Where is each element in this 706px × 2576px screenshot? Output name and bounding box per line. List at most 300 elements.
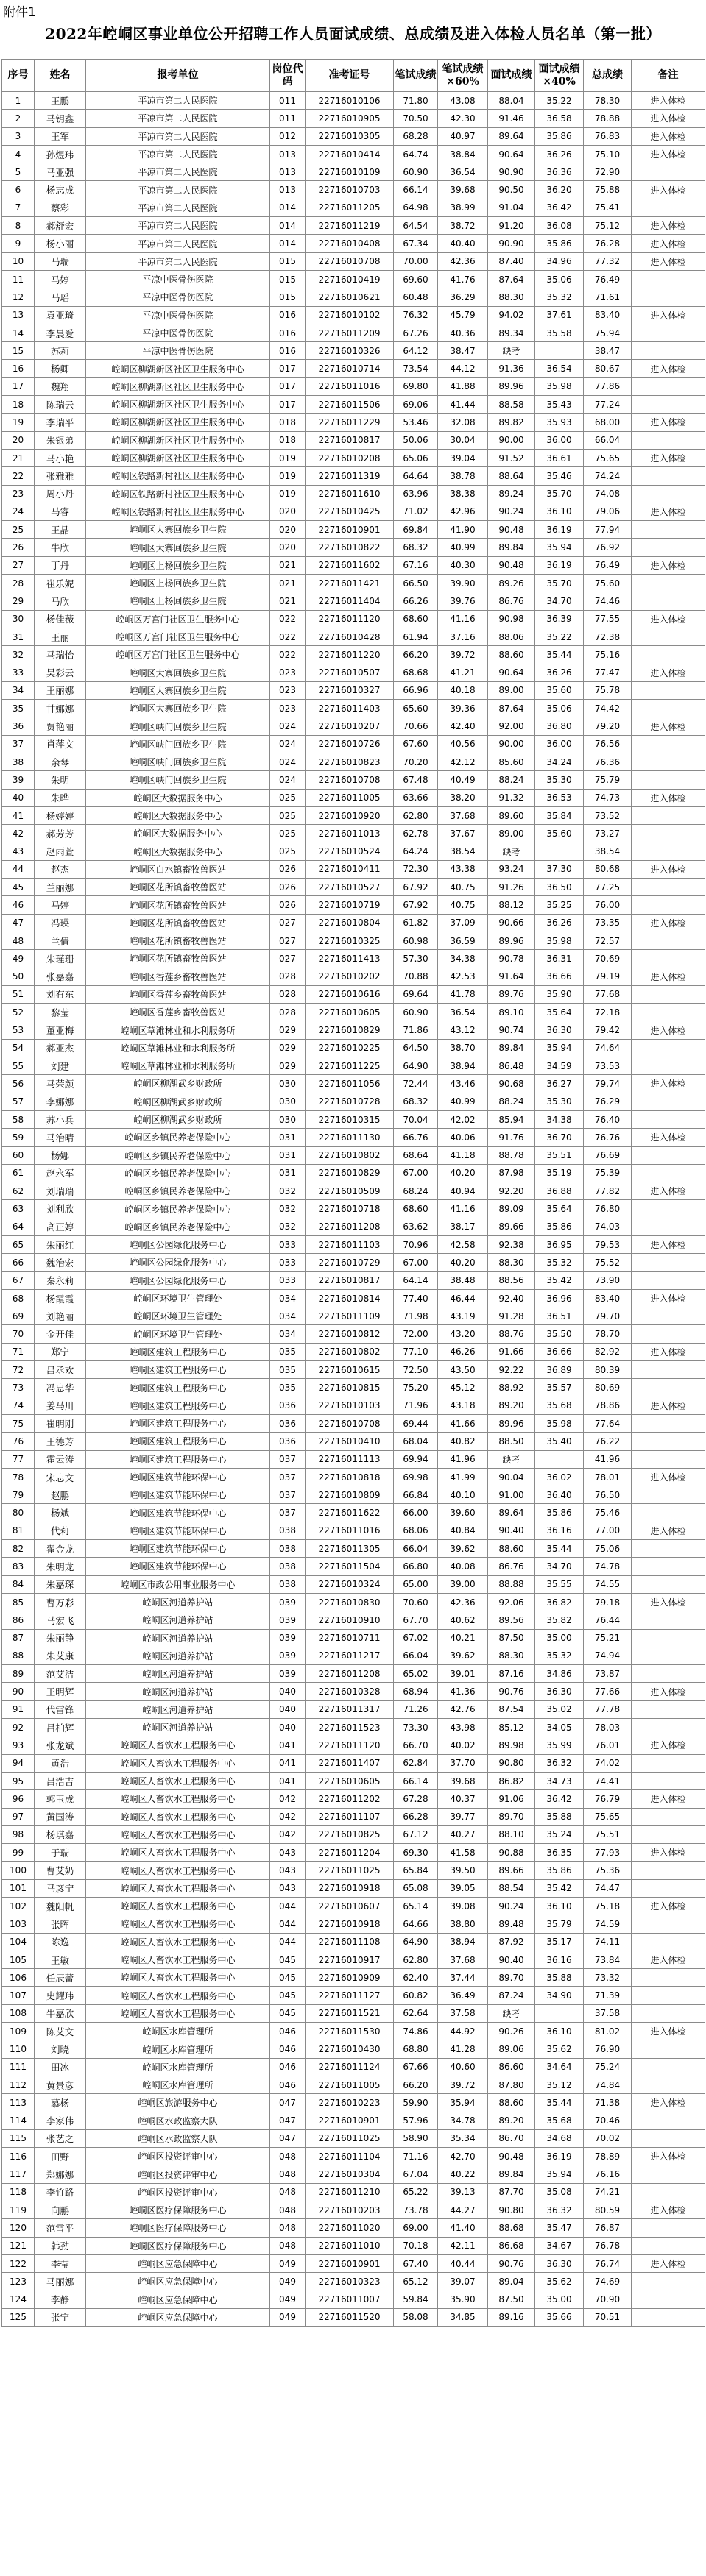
- cell-unit: 崆峒区建筑节能环保中心: [86, 1504, 270, 1522]
- cell-total: 75.51: [584, 1825, 632, 1843]
- cell-remark: [632, 1004, 705, 1021]
- cell-interview: 88.30: [488, 1254, 535, 1271]
- cell-post-code: 041: [270, 1736, 306, 1754]
- cell-interview-weighted: 36.16: [535, 1522, 584, 1539]
- cell-written: 66.28: [394, 1808, 438, 1825]
- cell-ticket: 22716011520: [306, 2308, 394, 2326]
- cell-written: 65.60: [394, 700, 438, 717]
- cell-total: 76.36: [584, 753, 632, 770]
- cell-interview-weighted: 35.22: [535, 628, 584, 645]
- cell-interview-weighted: 35.70: [535, 485, 584, 503]
- cell-index: 35: [2, 700, 35, 717]
- table-row: [2, 110, 705, 127]
- cell-post-code: 015: [270, 270, 306, 288]
- cell-post-code: 014: [270, 235, 306, 252]
- cell-interview: 缺考: [488, 1450, 535, 1468]
- cell-written: 67.00: [394, 1164, 438, 1182]
- cell-index: 52: [2, 1004, 35, 1021]
- cell-total: 76.92: [584, 539, 632, 556]
- cell-written: 71.96: [394, 1397, 438, 1414]
- cell-total: 73.27: [584, 825, 632, 842]
- cell-unit: 崆峒区柳湖武乡财政所: [86, 1093, 270, 1110]
- cell-interview: 91.66: [488, 1343, 535, 1360]
- cell-interview: 90.66: [488, 914, 535, 932]
- cell-total: 73.52: [584, 806, 632, 824]
- cell-post-code: 049: [270, 2273, 306, 2291]
- cell-unit: 崆峒区应急保障中心: [86, 2273, 270, 2291]
- cell-interview-weighted: 36.32: [535, 1754, 584, 1772]
- cell-total: 74.21: [584, 2183, 632, 2201]
- cell-unit: 平凉市第二人民医院: [86, 181, 270, 199]
- cell-total: 77.25: [584, 879, 632, 896]
- cell-written: 63.66: [394, 789, 438, 806]
- cell-written-weighted: 40.21: [438, 1629, 488, 1647]
- cell-written-weighted: 37.58: [438, 2004, 488, 2022]
- cell-post-code: 039: [270, 1647, 306, 1664]
- cell-written: 69.64: [394, 985, 438, 1003]
- cell-unit: 平凉中医骨伤医院: [86, 288, 270, 306]
- table-row: [2, 1397, 705, 1414]
- cell-interview: 89.84: [488, 1039, 535, 1057]
- cell-ticket: 22716010326: [306, 342, 394, 360]
- cell-ticket: 22716011530: [306, 2023, 394, 2040]
- cell-interview-weighted: 35.88: [535, 1808, 584, 1825]
- cell-remark: [632, 377, 705, 395]
- cell-ticket: 22716010315: [306, 1110, 394, 1128]
- cell-interview: 92.22: [488, 1361, 535, 1379]
- cell-interview: 89.04: [488, 2273, 535, 2291]
- cell-name: 刘晓: [35, 2040, 86, 2058]
- cell-name: 张晖: [35, 1915, 86, 1933]
- cell-written: 67.34: [394, 235, 438, 252]
- cell-written: 72.44: [394, 1075, 438, 1093]
- cell-name: 范艾洁: [35, 1665, 86, 1683]
- cell-interview-weighted: 35.32: [535, 1647, 584, 1664]
- cell-written-weighted: 38.94: [438, 1933, 488, 1951]
- cell-written: 69.30: [394, 1844, 438, 1862]
- cell-post-code: 021: [270, 592, 306, 610]
- cell-written: 68.32: [394, 539, 438, 556]
- cell-total: 72.18: [584, 1004, 632, 1021]
- cell-index: 63: [2, 1200, 35, 1218]
- cell-unit: 崆峒区建筑工程服务中心: [86, 1361, 270, 1379]
- cell-name: 马宏飞: [35, 1611, 86, 1629]
- cell-index: 104: [2, 1933, 35, 1951]
- cell-ticket: 22716010718: [306, 1200, 394, 1218]
- cell-post-code: 039: [270, 1611, 306, 1629]
- cell-total: 80.69: [584, 1379, 632, 1397]
- cell-unit: 崆峒区万宫门社区卫生服务中心: [86, 646, 270, 664]
- table-row: [2, 127, 705, 145]
- cell-name: 陈艾文: [35, 2023, 86, 2040]
- cell-ticket: 22716011209: [306, 324, 394, 341]
- cell-interview: 88.92: [488, 1379, 535, 1397]
- cell-remark: [632, 985, 705, 1003]
- cell-ticket: 22716010708: [306, 252, 394, 270]
- cell-post-code: 020: [270, 521, 306, 539]
- cell-interview: 90.80: [488, 1754, 535, 1772]
- cell-written: 68.28: [394, 127, 438, 145]
- cell-remark: [632, 771, 705, 789]
- cell-total: 76.69: [584, 1146, 632, 1164]
- cell-written-weighted: 37.16: [438, 628, 488, 645]
- cell-unit: 崆峒区河道养护站: [86, 1629, 270, 1647]
- cell-interview-weighted: 35.68: [535, 1397, 584, 1414]
- cell-unit: 崆峒区河道养护站: [86, 1719, 270, 1736]
- cell-interview-weighted: 35.44: [535, 1540, 584, 1558]
- cell-interview-weighted: 35.22: [535, 92, 584, 110]
- cell-ticket: 22716010815: [306, 1379, 394, 1397]
- table-row: [2, 2129, 705, 2147]
- cell-ticket: 22716010324: [306, 1575, 394, 1593]
- cell-total: 75.41: [584, 199, 632, 216]
- cell-ticket: 22716011013: [306, 825, 394, 842]
- cell-name: 黄景彦: [35, 2076, 86, 2093]
- table-row: [2, 896, 705, 914]
- table-row: [2, 2291, 705, 2308]
- cell-interview-weighted: 35.30: [535, 1093, 584, 1110]
- cell-interview-weighted: 35.55: [535, 1575, 584, 1593]
- cell-post-code: 032: [270, 1218, 306, 1235]
- cell-index: 73: [2, 1379, 35, 1397]
- cell-post-code: 022: [270, 610, 306, 628]
- cell-total: 75.46: [584, 1504, 632, 1522]
- cell-written-weighted: 35.34: [438, 2129, 488, 2147]
- cell-written-weighted: 38.94: [438, 1057, 488, 1075]
- cell-index: 59: [2, 1129, 35, 1146]
- cell-unit: 崆峒区铁路新村社区卫生服务中心: [86, 485, 270, 503]
- cell-written-weighted: 44.27: [438, 2201, 488, 2219]
- cell-written: 66.50: [394, 575, 438, 592]
- table-header-row: [2, 60, 705, 92]
- cell-ticket: 22716010408: [306, 235, 394, 252]
- cell-written: 66.04: [394, 1540, 438, 1558]
- cell-post-code: 048: [270, 2201, 306, 2219]
- cell-unit: 崆峒区乡镇民养老保险中心: [86, 1164, 270, 1182]
- cell-ticket: 22716010823: [306, 753, 394, 770]
- cell-total: 70.02: [584, 2129, 632, 2147]
- cell-name: 郝芳芳: [35, 825, 86, 842]
- cell-unit: 崆峒区峡门回族乡卫生院: [86, 735, 270, 753]
- cell-written-weighted: 43.08: [438, 92, 488, 110]
- cell-post-code: 045: [270, 2004, 306, 2022]
- cell-written-weighted: 43.50: [438, 1361, 488, 1379]
- cell-interview-weighted: 36.88: [535, 1182, 584, 1200]
- cell-interview: 89.84: [488, 2165, 535, 2183]
- cell-written-weighted: 41.16: [438, 1200, 488, 1218]
- cell-name: 刘瑞瑞: [35, 1182, 86, 1200]
- cell-interview-weighted: 35.08: [535, 2183, 584, 2201]
- cell-total: 77.66: [584, 1683, 632, 1700]
- cell-total: 75.10: [584, 145, 632, 163]
- cell-interview-weighted: 35.98: [535, 932, 584, 949]
- table-row: [2, 717, 705, 735]
- cell-ticket: 22716010106: [306, 92, 394, 110]
- cell-post-code: 015: [270, 288, 306, 306]
- cell-post-code: 040: [270, 1700, 306, 1718]
- cell-interview-weighted: 34.90: [535, 1987, 584, 2004]
- cell-index: 100: [2, 1862, 35, 1879]
- cell-interview-weighted: 36.00: [535, 431, 584, 449]
- cell-name: 吕丞欢: [35, 1361, 86, 1379]
- cell-written: 62.78: [394, 825, 438, 842]
- cell-total: 76.74: [584, 2254, 632, 2272]
- table-row: [2, 377, 705, 395]
- cell-total: 74.08: [584, 485, 632, 503]
- cell-written-weighted: 38.72: [438, 217, 488, 235]
- cell-written: 68.60: [394, 1200, 438, 1218]
- cell-ticket: 22716010325: [306, 932, 394, 949]
- table-row: [2, 1933, 705, 1951]
- cell-unit: 崆峒区应急保障中心: [86, 2291, 270, 2308]
- cell-interview-weighted: 35.94: [535, 539, 584, 556]
- cell-written: 64.24: [394, 842, 438, 860]
- table-row: [2, 1969, 705, 1987]
- cell-total: 75.39: [584, 1164, 632, 1182]
- cell-written-weighted: 42.96: [438, 503, 488, 520]
- cell-written: 67.70: [394, 1611, 438, 1629]
- cell-post-code: 026: [270, 879, 306, 896]
- table-row: [2, 360, 705, 377]
- cell-unit: 崆峒区铁路新村社区卫生服务中心: [86, 503, 270, 520]
- cell-index: 82: [2, 1540, 35, 1558]
- cell-total: 79.18: [584, 1593, 632, 1611]
- cell-ticket: 22716010829: [306, 1021, 394, 1039]
- cell-name: 兰倩: [35, 932, 86, 949]
- cell-interview: 89.26: [488, 575, 535, 592]
- cell-ticket: 22716010223: [306, 2094, 394, 2112]
- cell-remark: [632, 932, 705, 949]
- table-row: [2, 1039, 705, 1057]
- table-row: [2, 288, 705, 306]
- cell-interview-weighted: 36.00: [535, 735, 584, 753]
- cell-interview-weighted: 34.96: [535, 252, 584, 270]
- cell-written-weighted: 39.07: [438, 2273, 488, 2291]
- cell-written: 58.90: [394, 2129, 438, 2147]
- cell-written: 66.00: [394, 1504, 438, 1522]
- cell-name: 马彦宁: [35, 1879, 86, 1897]
- cell-written: 66.14: [394, 181, 438, 199]
- cell-remark: 进入体检: [632, 1129, 705, 1146]
- cell-written-weighted: 39.90: [438, 575, 488, 592]
- cell-post-code: 016: [270, 306, 306, 324]
- cell-total: 71.39: [584, 1987, 632, 2004]
- cell-interview: 86.76: [488, 592, 535, 610]
- cell-remark: 进入体检: [632, 2201, 705, 2219]
- cell-written: 62.84: [394, 1754, 438, 1772]
- cell-post-code: 023: [270, 664, 306, 681]
- attachment-label: 附件1: [3, 5, 36, 20]
- cell-ticket: 22716011124: [306, 2058, 394, 2076]
- cell-written: 62.80: [394, 806, 438, 824]
- cell-interview: 89.96: [488, 1414, 535, 1432]
- col-header-index: 序号: [2, 60, 35, 92]
- table-row: [2, 1468, 705, 1486]
- cell-index: 117: [2, 2165, 35, 2183]
- cell-post-code: 018: [270, 431, 306, 449]
- cell-post-code: 020: [270, 539, 306, 556]
- cell-remark: [632, 1629, 705, 1647]
- cell-ticket: 22716010305: [306, 127, 394, 145]
- cell-interview: 90.26: [488, 2023, 535, 2040]
- cell-remark: [632, 1808, 705, 1825]
- cell-name: 张宁: [35, 2308, 86, 2326]
- table-row: [2, 2308, 705, 2326]
- cell-interview: 89.16: [488, 2308, 535, 2326]
- cell-total: 77.94: [584, 521, 632, 539]
- cell-unit: 崆峒区水库管理所: [86, 2040, 270, 2058]
- cell-ticket: 22716010607: [306, 1897, 394, 1915]
- cell-written-weighted: 42.58: [438, 1236, 488, 1254]
- cell-index: 40: [2, 789, 35, 806]
- cell-total: 76.83: [584, 127, 632, 145]
- cell-total: 77.82: [584, 1182, 632, 1200]
- table-row: [2, 2165, 705, 2183]
- cell-ticket: 22716011610: [306, 485, 394, 503]
- cell-index: 38: [2, 753, 35, 770]
- cell-written: 62.40: [394, 1969, 438, 1987]
- cell-total: 75.18: [584, 1897, 632, 1915]
- cell-remark: 进入体检: [632, 1951, 705, 1968]
- cell-interview: 88.60: [488, 646, 535, 664]
- cell-written-weighted: 38.99: [438, 199, 488, 216]
- cell-interview-weighted: 36.35: [535, 1844, 584, 1862]
- cell-interview-weighted: 35.24: [535, 1825, 584, 1843]
- cell-written-weighted: 42.30: [438, 110, 488, 127]
- table-row: [2, 1450, 705, 1468]
- cell-interview-weighted: 36.66: [535, 1343, 584, 1360]
- cell-written: 64.12: [394, 342, 438, 360]
- cell-interview-weighted: 35.02: [535, 1700, 584, 1718]
- cell-total: 76.44: [584, 1611, 632, 1629]
- cell-ticket: 22716011421: [306, 575, 394, 592]
- cell-interview-weighted: 35.93: [535, 414, 584, 431]
- cell-written: 59.84: [394, 2291, 438, 2308]
- table-row: [2, 181, 705, 199]
- cell-written-weighted: 43.46: [438, 1075, 488, 1093]
- cell-name: 马钥鑫: [35, 110, 86, 127]
- cell-index: 20: [2, 431, 35, 449]
- cell-name: 王军: [35, 127, 86, 145]
- cell-written: 61.82: [394, 914, 438, 932]
- cell-interview-weighted: 35.00: [535, 1629, 584, 1647]
- cell-remark: 进入体检: [632, 181, 705, 199]
- cell-ticket: 22716010802: [306, 1146, 394, 1164]
- cell-total: 72.38: [584, 628, 632, 645]
- cell-name: 霍云涛: [35, 1450, 86, 1468]
- cell-interview: 90.24: [488, 1897, 535, 1915]
- cell-index: 69: [2, 1307, 35, 1325]
- cell-interview: 90.98: [488, 610, 535, 628]
- cell-index: 16: [2, 360, 35, 377]
- cell-written-weighted: 38.48: [438, 1271, 488, 1289]
- cell-index: 62: [2, 1182, 35, 1200]
- table-row: [2, 932, 705, 949]
- table-row: [2, 1719, 705, 1736]
- cell-name: 董亚梅: [35, 1021, 86, 1039]
- table-row: [2, 985, 705, 1003]
- cell-interview-weighted: 34.73: [535, 1772, 584, 1789]
- table-row: [2, 860, 705, 878]
- table-row: [2, 1504, 705, 1522]
- cell-unit: 崆峒区人畜饮水工程服务中心: [86, 1897, 270, 1915]
- cell-interview-weighted: 35.44: [535, 646, 584, 664]
- cell-ticket: 22716010719: [306, 896, 394, 914]
- cell-index: 72: [2, 1361, 35, 1379]
- cell-index: 114: [2, 2112, 35, 2129]
- cell-unit: 崆峒区花所镇畜牧兽医站: [86, 914, 270, 932]
- cell-total: 79.70: [584, 1307, 632, 1325]
- cell-interview: 85.12: [488, 1719, 535, 1736]
- cell-written-weighted: 41.78: [438, 985, 488, 1003]
- cell-unit: 崆峒区建筑节能环保中心: [86, 1522, 270, 1539]
- cell-written: 69.44: [394, 1414, 438, 1432]
- cell-ticket: 22716010605: [306, 1004, 394, 1021]
- cell-post-code: 014: [270, 217, 306, 235]
- cell-ticket: 22716010509: [306, 1182, 394, 1200]
- cell-index: 48: [2, 932, 35, 949]
- cell-name: 崔乐妮: [35, 575, 86, 592]
- cell-index: 99: [2, 1844, 35, 1862]
- cell-post-code: 046: [270, 2076, 306, 2093]
- cell-written: 57.96: [394, 2112, 438, 2129]
- cell-remark: [632, 1987, 705, 2004]
- cell-post-code: 045: [270, 1951, 306, 1968]
- cell-interview-weighted: 35.62: [535, 2040, 584, 2058]
- cell-interview-weighted: 34.05: [535, 1719, 584, 1736]
- cell-remark: [632, 1879, 705, 1897]
- cell-name: 牛嘉欣: [35, 2004, 86, 2022]
- cell-interview: 90.00: [488, 431, 535, 449]
- cell-total: 76.00: [584, 896, 632, 914]
- cell-interview: 88.58: [488, 396, 535, 414]
- document-title: 2022年崆峒区事业单位公开招聘工作人员面试成绩、总成绩及进入体检人员名单（第一批）: [45, 25, 661, 43]
- cell-total: 74.42: [584, 700, 632, 717]
- cell-interview: 86.60: [488, 2058, 535, 2076]
- cell-post-code: 037: [270, 1504, 306, 1522]
- cell-name: 魏治宏: [35, 1254, 86, 1271]
- cell-unit: 崆峒区大寨回族乡卫生院: [86, 539, 270, 556]
- cell-unit: 崆峒区医疗保障服务中心: [86, 2237, 270, 2254]
- cell-unit: 平凉市第二人民医院: [86, 217, 270, 235]
- cell-written-weighted: 38.80: [438, 1915, 488, 1933]
- cell-total: 74.41: [584, 1772, 632, 1789]
- cell-unit: 崆峒区人畜饮水工程服务中心: [86, 1951, 270, 1968]
- cell-unit: 崆峒区人畜饮水工程服务中心: [86, 1879, 270, 1897]
- cell-remark: [632, 1933, 705, 1951]
- cell-total: 80.67: [584, 360, 632, 377]
- cell-interview-weighted: [535, 342, 584, 360]
- cell-index: 68: [2, 1289, 35, 1307]
- cell-total: 74.64: [584, 1039, 632, 1057]
- cell-total: 72.57: [584, 932, 632, 949]
- cell-name: 慕杨: [35, 2094, 86, 2112]
- cell-name: 杨琪嘉: [35, 1825, 86, 1843]
- cell-interview-weighted: 35.64: [535, 1004, 584, 1021]
- cell-index: 74: [2, 1397, 35, 1414]
- cell-unit: 平凉中医骨伤医院: [86, 324, 270, 341]
- cell-post-code: 042: [270, 1808, 306, 1825]
- table-row: [2, 1325, 705, 1343]
- cell-interview-weighted: 35.99: [535, 1736, 584, 1754]
- cell-ticket: 22716010203: [306, 2201, 394, 2219]
- cell-ticket: 22716011010: [306, 2237, 394, 2254]
- cell-name: 马欣: [35, 592, 86, 610]
- cell-remark: 进入体检: [632, 1236, 705, 1254]
- cell-written-weighted: 46.44: [438, 1289, 488, 1307]
- cell-unit: 崆峒区水库管理所: [86, 2023, 270, 2040]
- cell-unit: 崆峒区河道养护站: [86, 1683, 270, 1700]
